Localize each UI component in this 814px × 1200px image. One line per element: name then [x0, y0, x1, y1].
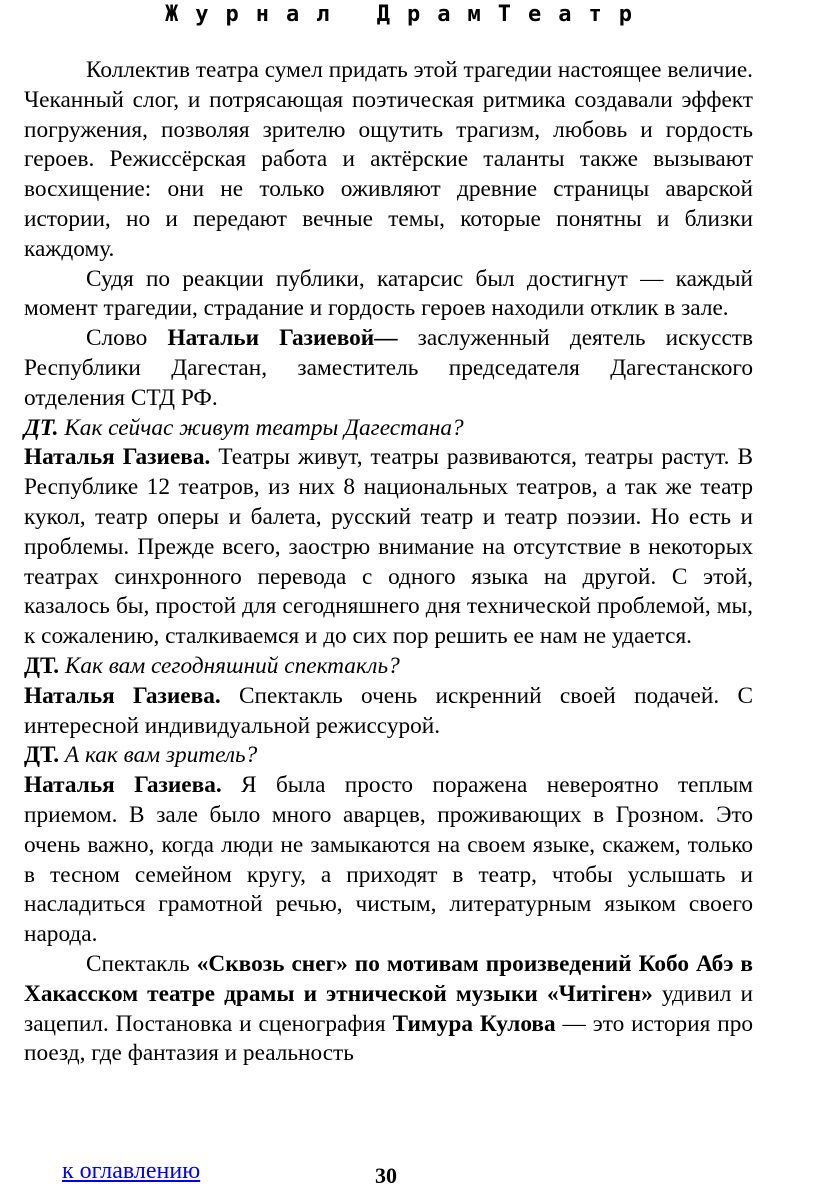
paragraph-intro: Коллектив театра сумел придать этой трагедии настоящее величие. Чеканный слог, и потрясающая поэтическая ритмика создавали эффект погружения, позволяя зрителю ощутить трагизм, любовь и гордость героев. Режиссёрская работа и актёрские таланты также вызывают восхищение: они не только оживляют древние страницы аварской истории, но и передают вечные темы, которые понятны и близки каждому. [24, 57, 753, 262]
director-name: Тимура Кулова [392, 1010, 556, 1037]
speaker-name: Натальи Газиевой— [167, 325, 398, 352]
question-label: ДТ. [24, 652, 60, 679]
page-number: 30 [375, 1163, 397, 1188]
question-2 [24, 652, 753, 682]
answer-2 [24, 682, 753, 742]
answer-text: Спектакль очень искренний своей подачей. С интересной индивидуальной режиссурой. [24, 682, 754, 739]
performance-title: «Сквозь снег» по мотивам произведений Кобо Абэ в Хакасском театре драмы и этнической музыки «Читіген» [24, 950, 753, 1007]
answer-text: Театры живут, театры развиваются, театры растут. В Республике 12 театров, из них 8 национальных театров, а так же театр кукол, театр оперы и балета, русский театр и театр поэзии. Но есть и проблемы. Прежде всего, заострю внимание на отсутствие в некоторых театрах синхронного перевода с одного языка на другой. С этой, казалось бы, простой для сегодняшнего дня технической проблемой, мы, к сожалению, сталкиваемся и до сих пор решить ее нам не удается. [24, 444, 753, 650]
question-text: А как вам зритель? [59, 742, 258, 769]
paragraph-performance [24, 950, 753, 1069]
text: Слово [86, 325, 168, 352]
answer-label: Наталья Газиева. [24, 772, 222, 799]
paragraph-speaker-intro [24, 324, 753, 413]
answer-label: Наталья Газиева. [24, 444, 211, 471]
paragraph-audience: Судя по реакции публики, катарсис был достигнут — каждый момент трагедии, страдание и гордость героев находили отклик в зале. [24, 265, 753, 322]
journal-header: Журнал ДрамТеатр [165, 2, 649, 27]
text: Спектакль [86, 950, 197, 977]
question-text: Как вам сегодняшний спектакль? [59, 652, 400, 679]
table-of-contents-link[interactable]: к оглавлению [62, 1158, 201, 1184]
question-1 [24, 414, 753, 444]
text: удивил и зацепил. Постановка и сценография [24, 980, 753, 1037]
article-body [24, 56, 753, 1069]
text: заслуженный деятель искусств Республики Дагестан, заместитель председателя Дагестанского отделения СТД РФ. [24, 325, 753, 411]
question-text: Как сейчас живут театры Дагестана? [58, 414, 464, 441]
answer-1 [24, 443, 753, 652]
answer-3 [24, 771, 753, 950]
question-3 [24, 741, 753, 771]
answer-label: Наталья Газиева. [24, 682, 221, 709]
question-label: ДТ. [24, 414, 59, 441]
text: — это история про поезд, где фантазия и реальность [24, 1010, 753, 1067]
answer-text: Я была просто поражена невероятно теплым приемом. В зале было много аварцев, проживающих в Грозном. Это очень важно, когда люди не замыкаются на своем языке, скажем, только в тесном семейном кругу, а приходят в театр, чтобы услышать и насладиться грамотной речью, чистым, литературным языком своего народа. [24, 772, 753, 948]
question-label: ДТ. [24, 742, 60, 769]
